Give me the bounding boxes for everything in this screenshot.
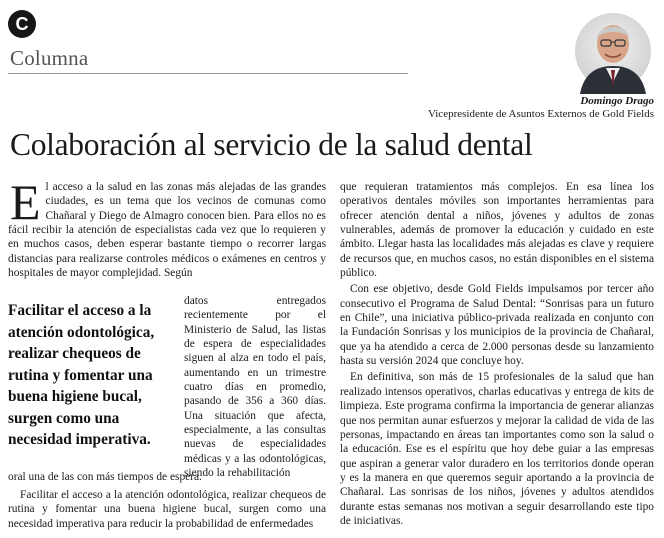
- article-column-left-bottom-2: [8, 488, 326, 531]
- article-column-left: [8, 174, 326, 280]
- paragraph-4: En definitiva, son más de 15 profesionales de la salud que han realizado intensos operativos, charlas educativas y entrega de kits de limpieza. Este programa confirma la importancia de generar alianzas que nos permitan aunar esfuerzos y mejorar la calidad de vida de las personas, impactando en áreas tan importantes como son la salud o la educación. Ese es el espíritu que hoy debe guiar a las empresas que aspiran a generar valor duradero en los territorios donde operan y es la manera en que queremos seguir aportando a la provincia de Chañaral. Las sonrisas de los niños, jóvenes y adultos atendidos durante estas semanas nos motivan a seguir desarrollando este tipo de iniciativas.: [340, 371, 654, 527]
- article-column-left-inset: [184, 294, 326, 480]
- paragraph-1-part-a: l acceso a la salud en las zonas más alejadas de las grandes ciudades, es un tema que los vecinos de comunas como Chañaral y Diego de Almagro conocen bien. Para ellos no es fácil recibir la atención de especialistas cada vez que lo requieren y en muchos casos, deben esperar bastante tiempo o recorrer largas distancias para realizarse controles médicos o exámenes en centros y hospitales de mayor complejidad. Según: [8, 181, 326, 280]
- author-portrait: [574, 8, 652, 94]
- author-role: Vicepresidente de Asuntos Externos de Gold Fields: [427, 108, 654, 120]
- paragraph-1-part-c: oral una de las con más tiempos de espera.: [8, 471, 202, 483]
- article-column-right: [340, 180, 654, 528]
- paragraph-1-part-b: datos entregados recientemente por el Ministerio de Salud, las listas de espera de especialidades siguen al alza en todo el país, aumentando en un trimestre cuatro días en promedio, pasando de 356 a 360 días. Una situación que afecta, especialmente, a las consultas nuevas de especialidades médicas y a las odontológicas, siendo la rehabilitación: [184, 295, 326, 480]
- paragraph-2: Facilitar el acceso a la atención odontológica, realizar chequeos de rutina y fomentar una buena higiene bucal, surgen como una necesidad imperativa para reducir la probabilidad de enfermedades: [8, 489, 326, 530]
- article-column-left-bottom: [8, 470, 326, 484]
- paragraph-3: Con ese objetivo, desde Gold Fields impulsamos por tercer año consecutivo el Programa de Salud Dental: “Sonrisas para un futuro en Chile”, una iniciativa público-privada realizada en conjunto con la Fundación Sonrisas y los municipios de la provincia de Chañaral, que ya ha atendido a cerca de 2.000 personas desde su lanzamiento hasta su versión 2024 que concluye hoy.: [340, 283, 654, 368]
- drop-cap: E: [10, 174, 41, 230]
- header-divider: [8, 73, 408, 74]
- section-label: Columna: [10, 46, 89, 70]
- author-name: Domingo Drago: [580, 95, 654, 107]
- pull-quote: Facilitar el acceso a la atención odontológica, realizar chequeos de rutina y fomentar una buena higiene bucal, surgen como una necesidad imperativa.: [8, 302, 155, 448]
- paragraph-2-continued: que requieran tratamientos más complejos. En esa línea los operativos dentales móviles son importantes herramientas para ofrecer atención dental a niños, jóvenes y adultos de zonas vulnerables, además de promover la educación y cuidado en este ámbito. Llegar hasta las localidades más alejadas es clave y requiere de recursos que, en muchos casos, no están disponibles en el sistema público.: [340, 181, 654, 280]
- article-title: Colaboración al servicio de la salud dental: [10, 127, 533, 162]
- column-badge: C: [8, 10, 36, 38]
